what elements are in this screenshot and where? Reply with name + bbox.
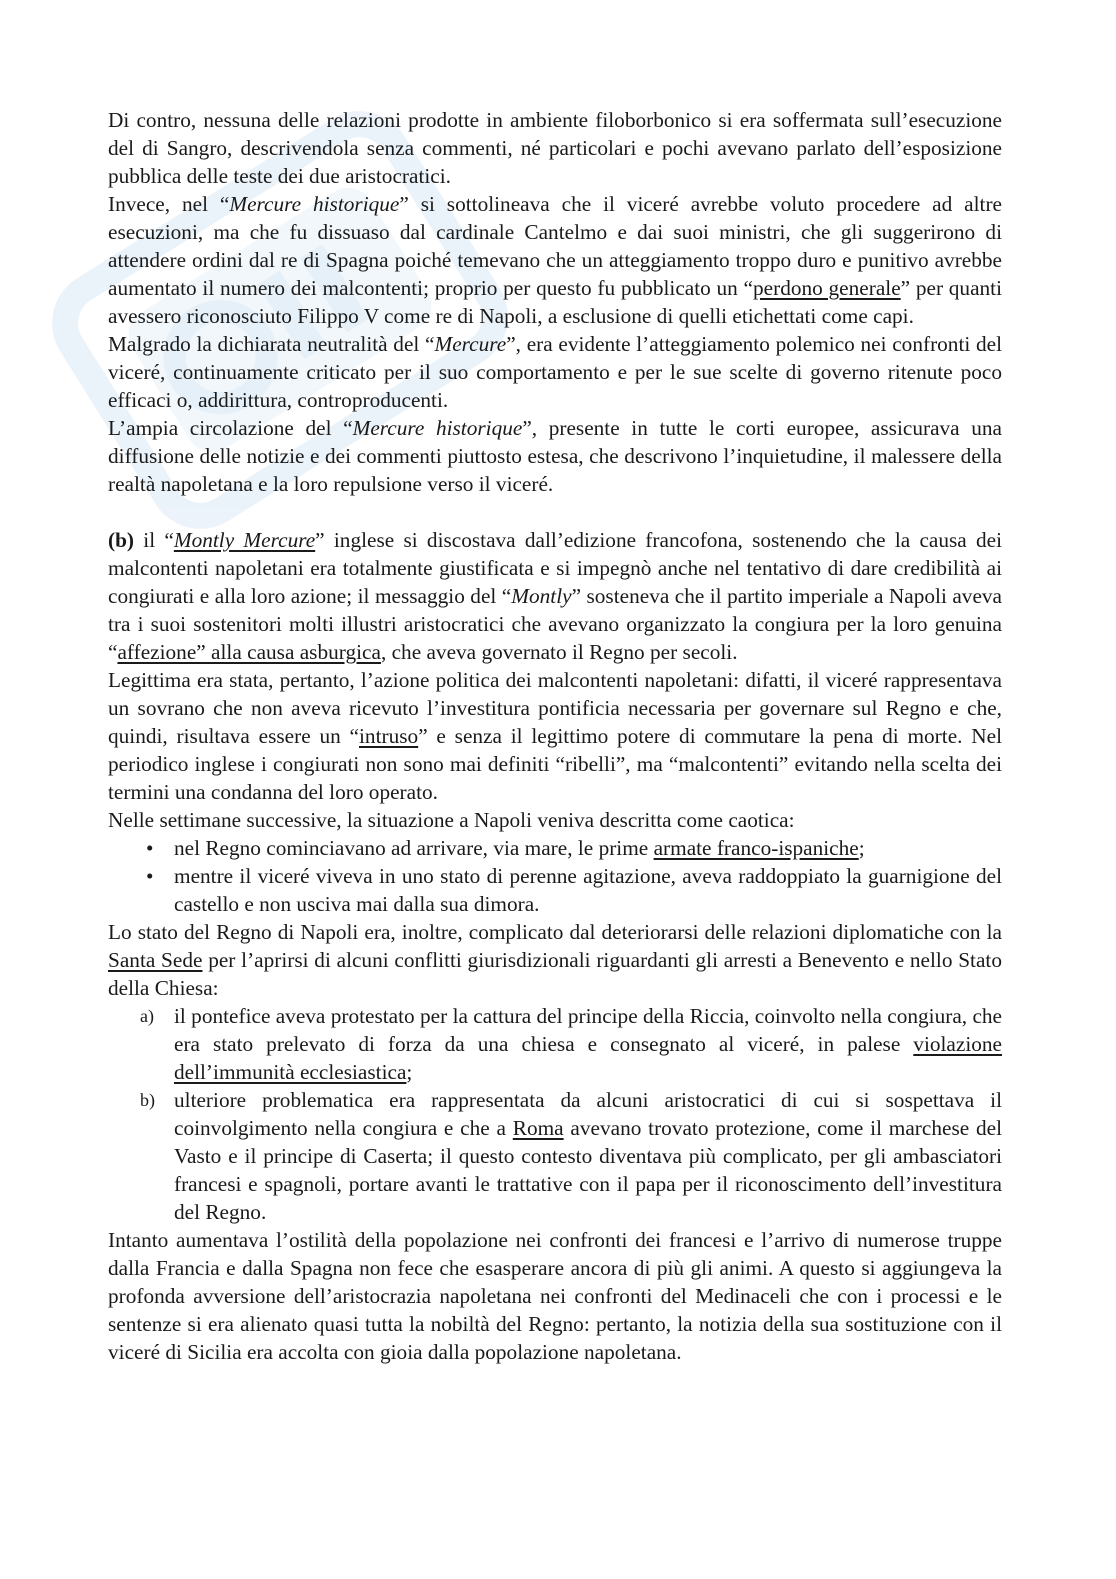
bullet-marker: • bbox=[146, 836, 154, 860]
paragraph-3: Malgrado la dichiarata neutralità del “Mercure”, era evidente l’atteggiamento polemico nei confronti del viceré, continuamente criticato per il suo comportamento e per le sue scelte di governo ritenute poco efficaci o, addirittura, controproducenti. bbox=[108, 332, 1002, 412]
santa-sede-link[interactable]: Santa Sede bbox=[108, 948, 203, 972]
affezione-link[interactable]: affezione” alla causa asburgica bbox=[117, 640, 381, 664]
bullet-list bbox=[108, 834, 1002, 918]
paragraph-8: Lo stato del Regno di Napoli era, inoltre, complicato dal deteriorarsi delle relazioni diplomatiche con la Santa Sede per l’aprirsi di alcuni conflitti giurisdizionali riguardanti gli arresti a Benevento e nello Stato della Chiesa: bbox=[108, 920, 1002, 1000]
intruso-link[interactable]: intruso bbox=[359, 724, 419, 748]
list-marker: a) bbox=[140, 1006, 154, 1026]
bullet-marker: • bbox=[146, 864, 154, 888]
mercure-historique-title: Mercure historique bbox=[229, 192, 400, 216]
list-marker: b) bbox=[140, 1090, 155, 1110]
violazione-immunita-link[interactable]: violazione dell’immunità ecclesiastica bbox=[174, 1032, 1002, 1084]
mercure-title: Mercure bbox=[434, 332, 507, 356]
document-page bbox=[108, 106, 1002, 1366]
armate-franco-ispaniche-link[interactable]: armate franco-ispaniche bbox=[653, 836, 859, 860]
paragraph-9: Intanto aumentava l’ostilità della popolazione nei confronti dei francesi e l’arrivo di numerose truppe dalla Francia e dalla Spagna non fece che esasperare ancora di più gli animi. A questo si aggiungeva la profonda avversione dell’aristocrazia napoletana nei confronti del Medinaceli che con i processi e le sentenze si era alienato quasi tutta la nobiltà del Regno: pertanto, la notizia della sua sostituzione con il viceré di Sicilia era accolta con gioia dalla popolazione napoletana. bbox=[108, 1228, 1002, 1364]
list-item: • nel Regno cominciavano ad arrivare, via mare, le prime armate franco-ispaniche; bbox=[146, 836, 865, 860]
mercure-historique-title: Mercure historique bbox=[352, 416, 523, 440]
montly-mercure-link[interactable]: Montly Mercure bbox=[173, 528, 316, 552]
list-item: a) il pontefice aveva protestato per la cattura del principe della Riccia, coinvolto nella congiura, che era stato prelevato di forza da una chiesa e consegnato al viceré, in palese violazione dell’immunità ecclesiastica; bbox=[140, 1004, 1002, 1084]
paragraph-5: (b) il “Montly Mercure” inglese si discostava dall’edizione francofona, sostenendo che la causa dei malcontenti napoletani era totalmente giustificata e si impegnò anche nel tentativo di dare credibilità ai congiurati e alla loro azione; il messaggio del “Montly” sosteneva che il partito imperiale a Napoli aveva tra i suoi sostenitori molti illustri aristocratici che avevano organizzato la congiura per la loro genuina “affezione” alla causa asburgica, che aveva governato il Regno per secoli. bbox=[108, 528, 1003, 664]
lettered-list bbox=[108, 1002, 1002, 1226]
montly-title: Montly bbox=[511, 584, 572, 608]
list-item: b) ulteriore problematica era rappresentata da alcuni aristocratici di cui si sospettava il coinvolgimento nella congiura e che a Roma avevano trovato protezione, come il marchese del Vasto e il principe di Caserta; il questo contesto diventava più complicato, per gli ambasciatori francesi e spagnoli, portare avanti le trattative con il papa per il riconoscimento dell’investitura del Regno. bbox=[140, 1088, 1003, 1224]
paragraph-4: L’ampia circolazione del “Mercure historique”, presente in tutte le corti europee, assicurava una diffusione delle notizie e dei commenti piuttosto estesa, che descrivono l’inquietudine, il malessere della realtà napoletana e la loro repulsione verso il viceré. bbox=[108, 416, 1002, 496]
paragraph-7: Nelle settimane successive, la situazione a Napoli veniva descritta come caotica: bbox=[108, 808, 795, 832]
paragraph-1: Di contro, nessuna delle relazioni prodotte in ambiente filoborbonico si era soffermata sull’esecuzione del di Sangro, descrivendola senza commenti, né particolari e pochi avevano parlato dell’esposizione pubblica delle teste dei due aristocratici. bbox=[108, 108, 1002, 188]
paragraph-spacer bbox=[108, 498, 1002, 526]
roma-link[interactable]: Roma bbox=[512, 1116, 564, 1140]
paragraph-6: Legittima era stata, pertanto, l’azione politica dei malcontenti napoletani: difatti, il viceré rappresentava un sovrano che non aveva ricevuto l’investitura pontificia necessaria per governare sul Regno e che, quindi, risultava essere un “intruso” e senza il legittimo potere di commutare la pena di morte. Nel periodico inglese i congiurati non sono mai definiti “ribelli”, ma “malcontenti” evitando nella scelta dei termini una condanna del loro operato. bbox=[108, 668, 1002, 804]
list-item: • mentre il viceré viveva in uno stato di perenne agitazione, aveva raddoppiato la guarnigione del castello e non usciva mai dalla sua dimora. bbox=[146, 864, 1002, 916]
paragraph-2: Invece, nel “Mercure historique” si sottolineava che il viceré avrebbe voluto procedere ad altre esecuzioni, ma che fu dissuaso dal cardinale Cantelmo e dai suoi ministri, che gli suggerirono di attendere ordini dal re di Spagna poiché temevano che un atteggiamento troppo duro e punitivo avrebbe aumentato il numero dei malcontenti; proprio per questo fu pubblicato un “perdono generale” per quanti avessero riconosciuto Filippo V come re di Napoli, a esclusione di quelli etichettati come capi. bbox=[108, 192, 1002, 328]
perdono-generale-link[interactable]: perdono generale bbox=[753, 276, 901, 300]
section-label: (b) bbox=[108, 528, 135, 552]
